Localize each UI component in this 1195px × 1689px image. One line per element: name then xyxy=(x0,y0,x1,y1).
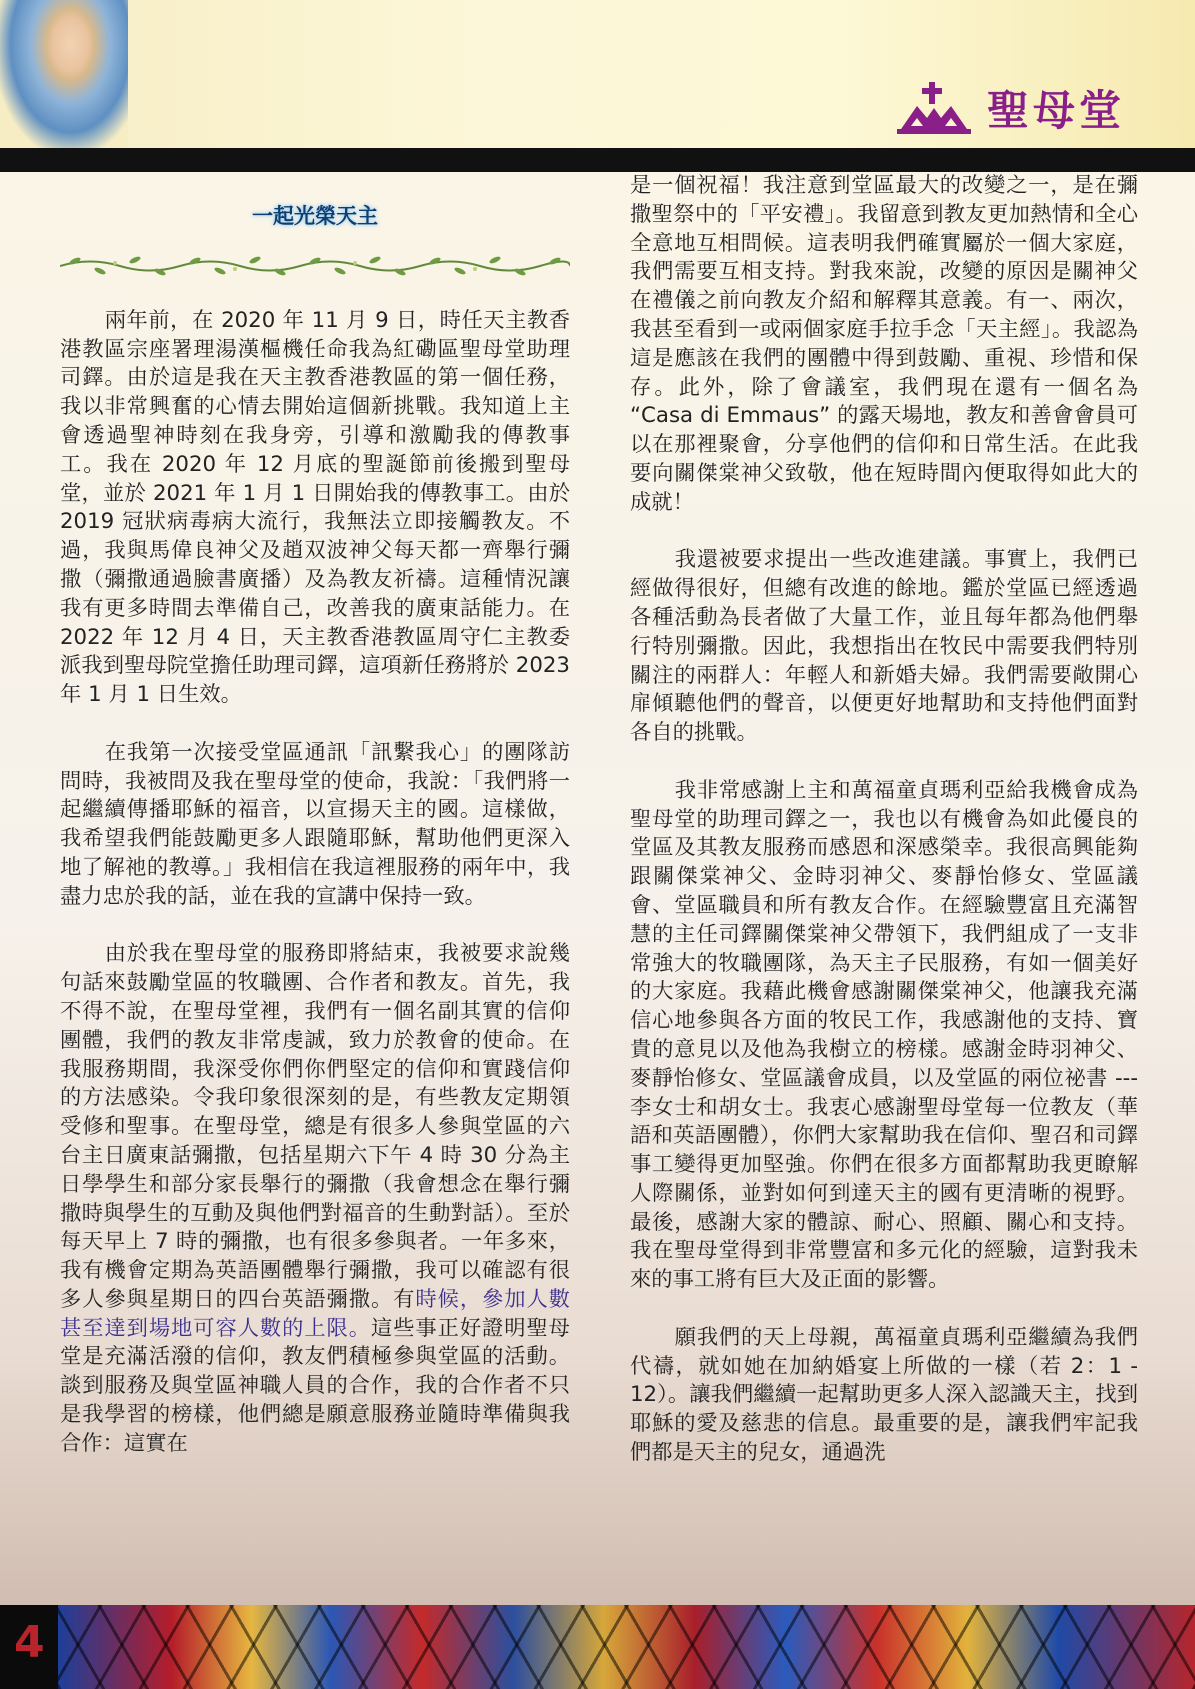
church-name: 聖母堂 xyxy=(986,86,1125,135)
header-divider-bar xyxy=(0,148,1195,172)
page-header xyxy=(0,0,1195,148)
paragraph-6: 願我們的天上母親，萬福童貞瑪利亞繼續為我們代禱，就如她在加納婚宴上所做的一樣（若 2：1 - 12）。讓我們繼續一起幫助更多人深入認識天主，找到耶穌的愛及慈悲的信息。最重要的是，讓我們牢記我們都是天主的兒女，通過洗 xyxy=(630,1324,1138,1466)
paragraph-1: 兩年前，在 2020 年 11 月 9 日，時任天主教香港教區宗座署理湯漢樞機任命我為紅磡區聖母堂助理司鐸。由於這是我在天主教香港教區的第一個任務，我以非常興奮的心情去開始這個新挑戰。我知道上主會透過聖神時刻在我身旁，引導和激勵我的傳教事工。我在 2020 年 12 月底的聖誕節前後搬到聖母堂，並於 2021 年 1 月 1 日開始我的傳教事工。由於 2019 冠狀病毒病大流行，我無法立即接觸教友。不過，我與馬偉良神父及趙双波神父每天都一齊舉行彌撒（彌撒通過臉書廣播）及為教友祈禱。這種情況讓我有更多時間去準備自己，改善我的廣東話能力。在 2022 年 12 月 4 日，天主教香港教區周守仁主教委派我到聖母院堂擔任助理司鐸，這項新任務將於 2023 年 1 月 1 日生效。 xyxy=(60,307,570,708)
paragraph-3 xyxy=(60,940,570,1458)
left-column xyxy=(60,172,570,1459)
paragraph-4: 我還被要求提出一些改進建議。事實上，我們已經做得很好，但總有改進的餘地。鑑於堂區已經透過各種活動為長者做了大量工作，並且每年都為他們舉行特別彌撒。因此，我想指出在牧民中需要我們特別關注的兩群人：年輕人和新婚夫婦。我們需要敞開心扉傾聽他們的聲音，以便更好地幫助和支持他們面對各自的挑戰。 xyxy=(630,547,1138,746)
paragraph-3-highlight: 時候，參加人數甚至達到場地可容人數的上限。 xyxy=(60,1286,570,1341)
church-emblem-icon xyxy=(897,82,971,134)
vine-divider-icon xyxy=(60,253,570,279)
page-footer xyxy=(0,1605,1195,1689)
paragraph-5: 我非常感謝上主和萬福童貞瑪利亞給我機會成為聖母堂的助理司鐸之一，我也以有機會為如此優良的堂區及其教友服務而感恩和深感榮幸。我很高興能夠跟關傑棠神父、金時羽神父、麥靜怡修女、堂區議會、堂區職員和所有教友合作。在經驗豐富且充滿智慧的主任司鐸關傑棠神父帶領下，我們組成了一支非常強大的牧職團隊，為天主子民服務，有如一個美好的大家庭。我藉此機會感謝關傑棠神父，他讓我充滿信心地參與各方面的牧民工作，我感謝他的支持、寶貴的意見以及他為我樹立的榜樣。感謝金時羽神父、麥靜怡修女、堂區議會成員，以及堂區的兩位祕書 --- 李女士和胡女士。我衷心感謝聖母堂每一位教友（華語和英語團體），你們大家幫助我在信仰、聖召和司鐸事工變得更加堅強。你們在很多方面都幫助我更瞭解人際關係，並對如何到達天主的國有更清晰的視野。最後，感謝大家的體諒、耐心、照顧、關心和支持。我在聖母堂得到非常豐富和多元化的經驗，這對我未來的事工將有巨大及正面的影響。 xyxy=(630,777,1138,1293)
page-number: 4 xyxy=(14,1617,45,1668)
article-title: 一起光榮天主 xyxy=(252,204,378,228)
paragraph-3-text-end: 這些事正好證明聖母堂是充滿活潑的信仰，教友們積極參與堂區的活動。談到服務及與堂區神職人員的合作，我的合作者不只是我學習的榜樣，他們總是願意服務並隨時準備與我合作：這實在 xyxy=(60,1315,570,1456)
church-logo xyxy=(897,78,1125,138)
right-column xyxy=(630,172,1138,1468)
paragraph-3-text: 由於我在聖母堂的服務即將結束，我被要求說幾句話來鼓勵堂區的牧職團、合作者和教友。首先，我不得不說，在聖母堂裡，我們有一個名副其實的信仰團體，我們的教友非常虔誠，致力於教會的使命。在我服務期間，我深受你們你們堅定的信仰和實踐信仰的方法感染。令我印象很深刻的是，有些教友定期領受修和聖事。在聖母堂，總是有很多人參與堂區的六台主日廣東話彌撒，包括星期六下午 4 時 30 分為主日學學生和部分家長舉行的彌撒（我會想念在舉行彌撒時與學生的互動及與他們對福音的生動對話）。至於每天早上 7 時的彌撒，也有很多參與者。一年多來，我有機會定期為英語團體舉行彌撒，我可以確認有很多人參與星期日的四台英語彌撒。有 xyxy=(60,941,570,1312)
paragraph-3-continued: 是一個祝福！我注意到堂區最大的改變之一，是在彌撒聖祭中的「平安禮」。我留意到教友更加熱情和全心全意地互相問候。這表明我們確實屬於一個大家庭，我們需要互相支持。對我來說，改變的原因是關神父在禮儀之前向教友介紹和解釋其意義。有一、兩次，我甚至看到一或兩個家庭手拉手念「天主經」。我認為這是應該在我們的團體中得到鼓勵、重視、珍惜和保存。此外，除了會議室，我們現在還有一個名為 “Casa di Emmaus” 的露天場地，教友和善會會員可以在那裡聚會，分享他們的信仰和日常生活。在此我要向關傑棠神父致敬，他在短時間內便取得如此大的成就！ xyxy=(630,173,1138,515)
virgin-mary-statue-image xyxy=(0,0,128,148)
paragraph-2: 在我第一次接受堂區通訊「訊繫我心」的團隊訪問時，我被問及我在聖母堂的使命，我說：「我們將一起繼續傳播耶穌的福音，以宣揚天主的國。這樣做，我希望我們能鼓勵更多人跟隨耶穌，幫助他們更深入地了解祂的教導。」我相信在我這裡服務的兩年中，我盡力忠於我的話，並在我的宣講中保持一致。 xyxy=(60,739,570,909)
stained-glass-image xyxy=(58,1605,1195,1689)
